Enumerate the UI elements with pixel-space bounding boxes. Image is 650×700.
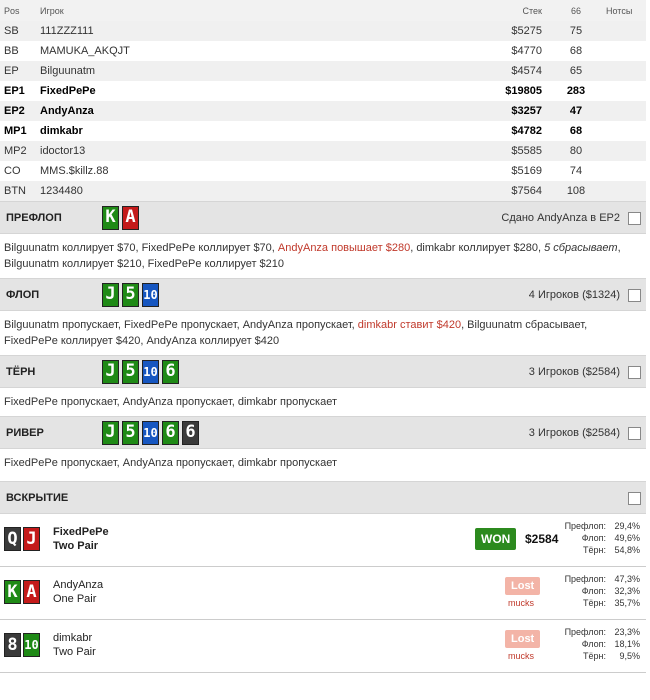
player-stat: 108 [546, 181, 602, 201]
equity-stats [558, 520, 640, 556]
player-pos: EP [0, 61, 36, 81]
board-cards [102, 360, 179, 384]
hand-rank: Two Pair [53, 646, 96, 658]
equity-value: 23,3% [614, 627, 640, 637]
playing-card: 6 [162, 360, 179, 384]
player-stat: 283 [566, 85, 586, 97]
player-stack: $19805 [505, 85, 542, 97]
equity-stats [558, 626, 640, 662]
street-preflop-actions [0, 234, 648, 278]
player-pos: EP1 [4, 85, 25, 97]
player-pos: CO [4, 165, 21, 177]
player-name: MAMUKA_AKQJT [40, 45, 130, 57]
player-stack: $4770 [511, 45, 542, 57]
player-pos: EP2 [0, 101, 36, 121]
equity-line [558, 626, 640, 638]
player-stack: $5169 [511, 165, 542, 177]
street-flop-header [0, 278, 646, 311]
street-title: РИВЕР [6, 426, 44, 439]
player-pos: BTN [0, 181, 36, 201]
player-notes [602, 41, 646, 61]
player-notes [602, 61, 646, 81]
player-row[interactable] [0, 141, 646, 161]
action-text: Bilguunatm пропускает, FixedPePe пропускает, AndyAnza пропускает, [4, 319, 358, 331]
equity-line [558, 544, 640, 556]
showdown-player-name: FixedPePe [53, 526, 109, 538]
equity-label: Флоп: [581, 533, 606, 543]
hand-rank: Two Pair [53, 540, 99, 552]
showdown-row [0, 514, 646, 567]
board-cards [102, 421, 199, 445]
won-amount: $2584 [525, 532, 559, 546]
player-stat: 68 [569, 45, 583, 57]
player-stat: 80 [546, 141, 602, 161]
lost-badge: Lost [505, 577, 540, 595]
player-stat: 65 [546, 61, 602, 81]
player-row[interactable] [0, 61, 646, 81]
action-text: , Bilguunatm сбрасывает, FixedPePe коллирует $420, AndyAnza коллирует $420 [4, 319, 588, 347]
mucks-label: mucks [508, 651, 535, 661]
street-river-actions: FixedPePe пропускает, AndyAnza пропускает, dimkabr пропускает [4, 457, 337, 469]
player-stack: $7564 [381, 181, 546, 201]
player-name: 111ZZZ111 [36, 21, 381, 41]
player-row[interactable] [0, 81, 646, 101]
player-notes [602, 101, 646, 121]
player-notes [602, 161, 646, 181]
street-info: 3 Игроков ($2584) [528, 366, 620, 378]
street-info: Сдано AndyAnza в EP2 [501, 212, 620, 224]
showdown-header [0, 481, 646, 514]
player-row[interactable] [0, 21, 646, 41]
playing-card: A [23, 580, 40, 604]
hand-rank: One Pair [53, 593, 97, 605]
street-info: 3 Игроков ($2584) [528, 427, 620, 439]
playing-card: J [102, 283, 119, 307]
equity-label: Префлоп: [564, 574, 606, 584]
street-turn-header [0, 355, 646, 388]
player-name: 1234480 [36, 181, 381, 201]
playing-card: 10 [142, 360, 159, 384]
playing-card: K [102, 206, 119, 230]
lost-badge: Lost [505, 630, 540, 648]
equity-value: 49,6% [614, 533, 640, 543]
equity-value: 32,3% [614, 586, 640, 596]
player-pos: MP1 [4, 125, 27, 137]
playing-card: Q [4, 527, 21, 551]
player-notes [602, 21, 646, 41]
highlighted-action: dimkabr ставит $420 [357, 319, 462, 331]
col-pos-header: Pos [0, 0, 36, 21]
player-name: FixedPePe [40, 85, 96, 97]
equity-value: 29,4% [614, 521, 640, 531]
playing-card: 5 [122, 360, 139, 384]
playing-card: 5 [122, 283, 139, 307]
hero-action: AndyAnza повышает $280 [277, 242, 411, 254]
playing-card: 10 [23, 633, 40, 657]
player-pos: BB [4, 45, 19, 57]
equity-label: Тёрн: [583, 598, 606, 608]
equity-label: Тёрн: [583, 545, 606, 555]
street-checkbox[interactable] [628, 427, 641, 440]
equity-line [558, 532, 640, 544]
player-name: idoctor13 [36, 141, 381, 161]
player-notes [602, 121, 646, 141]
player-stack: $5585 [381, 141, 546, 161]
showdown-list [0, 514, 650, 673]
player-stat: 74 [569, 165, 583, 177]
player-row[interactable] [0, 101, 646, 121]
hole-cards [4, 527, 40, 551]
equity-label: Флоп: [581, 586, 606, 596]
street-title: ПРЕФЛОП [6, 211, 62, 224]
playing-card: 10 [142, 421, 159, 445]
player-row[interactable] [0, 161, 646, 181]
player-notes [602, 81, 646, 101]
player-pos: SB [0, 21, 36, 41]
showdown-row [0, 620, 646, 673]
street-title: ФЛОП [6, 288, 40, 301]
board-cards [102, 206, 139, 230]
showdown-row [0, 567, 646, 620]
action-text: , dimkabr коллирует $280, [410, 242, 545, 254]
player-name: AndyAnza [36, 101, 381, 121]
player-stat: 47 [546, 101, 602, 121]
playing-card: 5 [122, 421, 139, 445]
equity-value: 47,3% [614, 574, 640, 584]
playing-card: J [23, 527, 40, 551]
equity-value: 35,7% [614, 598, 640, 608]
street-checkbox[interactable] [628, 492, 641, 505]
player-name: MMS.$killz.88 [40, 165, 109, 177]
playing-card: A [122, 206, 139, 230]
street-checkbox[interactable] [628, 212, 641, 225]
showdown-player [53, 525, 109, 553]
equity-line [558, 597, 640, 609]
street-flop-actions [0, 311, 648, 355]
street-title: ВСКРЫТИЕ [6, 491, 69, 504]
col-stack-header: Стек [381, 0, 546, 21]
equity-value: 9,5% [619, 651, 640, 661]
playing-card: 8 [4, 633, 21, 657]
player-row[interactable] [0, 41, 646, 61]
playing-card: J [102, 421, 119, 445]
equity-label: Префлоп: [564, 627, 606, 637]
equity-line [558, 585, 640, 597]
mucks-label: mucks [508, 598, 535, 608]
col-notes-header: Нотсы [602, 0, 646, 21]
showdown-player [53, 578, 103, 606]
equity-value: 54,8% [614, 545, 640, 555]
players-table-header [0, 0, 646, 21]
playing-card: J [102, 360, 119, 384]
hole-cards [4, 580, 40, 604]
street-preflop-header [0, 201, 646, 234]
showdown-player [53, 631, 96, 659]
fold-summary: 5 сбрасывает [544, 242, 618, 254]
player-pos: MP2 [0, 141, 36, 161]
player-row[interactable] [0, 121, 646, 141]
playing-card: 10 [142, 283, 159, 307]
hole-cards [4, 633, 40, 657]
player-notes [602, 181, 646, 201]
board-cards [102, 283, 159, 307]
street-checkbox[interactable] [628, 289, 641, 302]
street-info: 4 Игроков ($1324) [528, 289, 620, 301]
players-table [0, 0, 646, 201]
street-title: ТЁРН [6, 365, 36, 378]
equity-value: 18,1% [614, 639, 640, 649]
showdown-player-name: AndyAnza [53, 579, 104, 591]
player-stat: 75 [546, 21, 602, 41]
player-stat: 68 [569, 125, 583, 137]
player-stack: $4782 [511, 125, 542, 137]
player-notes [602, 141, 646, 161]
player-name: Bilguunatm [36, 61, 381, 81]
street-checkbox[interactable] [628, 366, 641, 379]
equity-label: Префлоп: [564, 521, 606, 531]
player-stack: $3257 [381, 101, 546, 121]
playing-card: 6 [162, 421, 179, 445]
equity-label: Тёрн: [583, 651, 606, 661]
equity-label: Флоп: [581, 639, 606, 649]
player-name: dimkabr [40, 125, 83, 137]
street-river-header [0, 416, 646, 449]
street-turn-actions: FixedPePe пропускает, AndyAnza пропускает, dimkabr пропускает [4, 396, 337, 408]
player-stack: $5275 [381, 21, 546, 41]
col-player-header: Игрок [36, 0, 381, 21]
won-badge: WON [475, 528, 516, 550]
equity-line [558, 573, 640, 585]
player-row[interactable] [0, 181, 646, 201]
showdown-player-name: dimkabr [53, 632, 93, 644]
equity-stats [558, 573, 640, 609]
player-stack: $4574 [381, 61, 546, 81]
equity-line [558, 638, 640, 650]
equity-line [558, 520, 640, 532]
action-text: Bilguunatm коллирует $70, FixedPePe коллирует $70, [4, 242, 278, 254]
equity-line [558, 650, 640, 662]
playing-card: K [4, 580, 21, 604]
col-stat-header: 66 [546, 0, 602, 21]
playing-card: 6 [182, 421, 199, 445]
action-text: , Bilguunatm коллирует $210, FixedPePe коллирует $210 [4, 242, 621, 270]
